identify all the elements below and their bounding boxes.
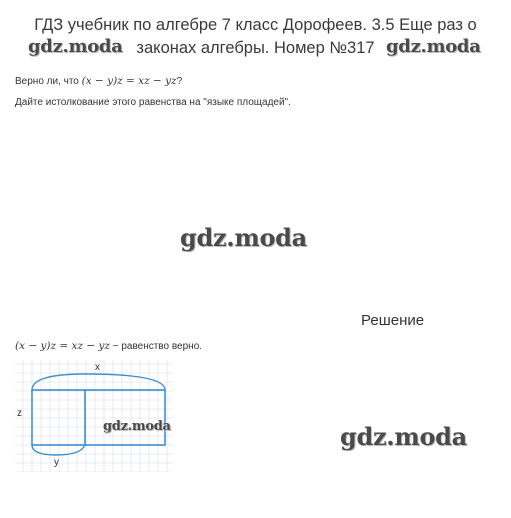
rectangle-xz (32, 390, 165, 445)
watermark-center: gdz.moda (180, 223, 307, 252)
solution-verdict: − равенство верно. (109, 341, 203, 352)
label-z: z (17, 408, 22, 419)
question-line-2: Дайте истолкование этого равенства на "языке площадей". (15, 97, 291, 108)
watermark-figure: gdz.moda (103, 419, 171, 434)
question-suffix: ? (176, 76, 183, 87)
watermark-bottom-right: gdz.moda (340, 422, 467, 451)
solution-line (15, 340, 202, 352)
solution-heading: Решение (361, 312, 425, 329)
area-diagram-svg (15, 360, 173, 472)
solution-equation: (x − y)z = xz − yz (15, 340, 110, 352)
label-x: x (95, 362, 100, 373)
label-y: y (54, 457, 59, 468)
page-title-line-1: ГДЗ учебник по алгебре 7 класс Дорофеев. 3.5 Еще раз о (34, 16, 477, 34)
page-title-line-2: законах алгебры. Номер №317 (136, 39, 375, 57)
watermark-top-left: gdz.moda (28, 36, 123, 57)
question-line-1 (15, 75, 182, 87)
grid-lines (15, 360, 173, 472)
question-prefix: Верно ли, что (15, 76, 82, 87)
area-diagram (15, 360, 173, 472)
watermark-top-right: gdz.moda (386, 36, 481, 57)
question-equation: (x − y)z = xz − yz (81, 75, 177, 87)
